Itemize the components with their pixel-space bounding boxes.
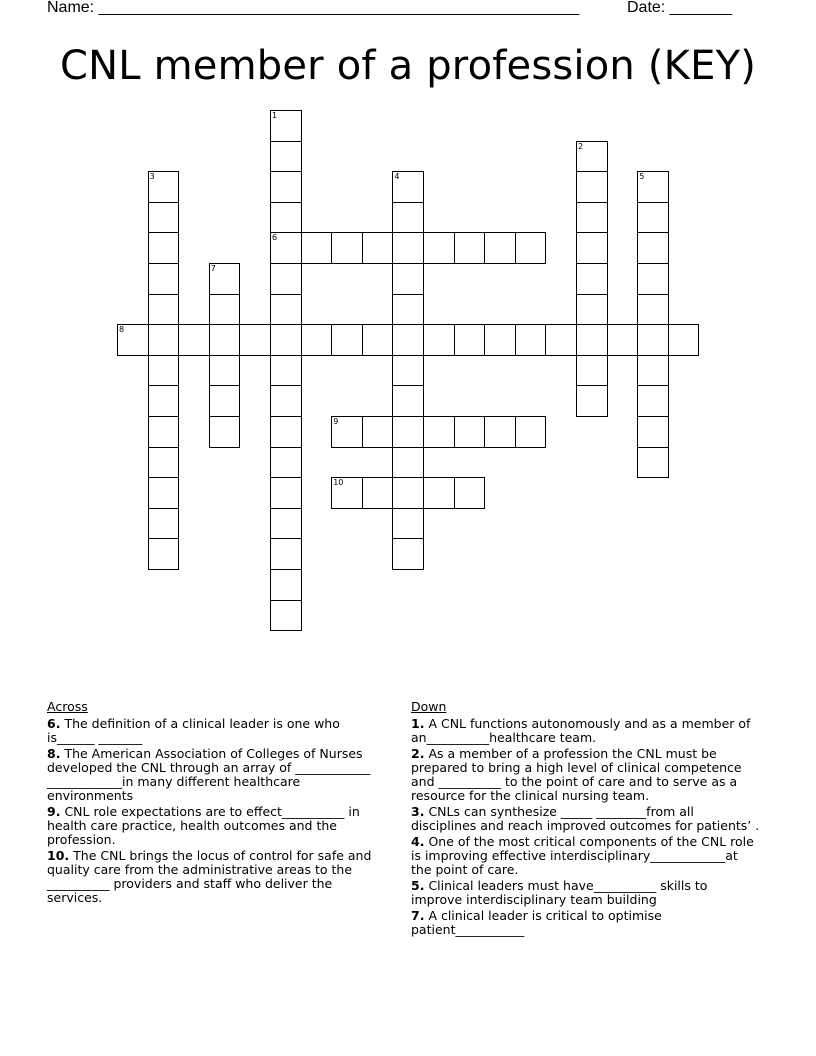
clue-text: Clinical leaders must have__________ skills to improve interdisciplinary team building bbox=[411, 878, 708, 907]
crossword-cell[interactable] bbox=[270, 569, 302, 601]
down-clue bbox=[411, 879, 761, 907]
crossword-cell[interactable] bbox=[331, 324, 363, 356]
crossword-cell[interactable] bbox=[454, 232, 486, 264]
crossword-cell[interactable] bbox=[392, 416, 424, 448]
clue-number: 7. bbox=[411, 908, 425, 923]
crossword-cell[interactable] bbox=[270, 263, 302, 295]
crossword-cell[interactable] bbox=[637, 232, 669, 264]
cell-number: 9 bbox=[333, 417, 339, 426]
crossword-cell[interactable] bbox=[301, 324, 333, 356]
crossword-cell[interactable] bbox=[270, 141, 302, 173]
clue-text: A clinical leader is critical to optimise patient___________ bbox=[411, 908, 662, 937]
crossword-cell[interactable] bbox=[270, 232, 302, 264]
crossword-cell[interactable] bbox=[209, 385, 241, 417]
crossword-cell[interactable] bbox=[392, 385, 424, 417]
crossword-cell[interactable] bbox=[637, 385, 669, 417]
crossword-cell[interactable] bbox=[301, 232, 333, 264]
across-clue bbox=[47, 849, 387, 905]
down-clue bbox=[411, 835, 761, 877]
crossword-cell[interactable] bbox=[637, 263, 669, 295]
crossword-cell[interactable] bbox=[637, 171, 669, 203]
crossword-cell[interactable] bbox=[270, 294, 302, 326]
crossword-cell[interactable] bbox=[362, 324, 394, 356]
crossword-cell[interactable] bbox=[148, 171, 180, 203]
crossword-cell[interactable] bbox=[545, 324, 577, 356]
clue-number: 9. bbox=[47, 804, 61, 819]
cell-number: 6 bbox=[272, 233, 278, 243]
crossword-cell[interactable] bbox=[270, 385, 302, 417]
clue-number: 1. bbox=[411, 716, 425, 731]
crossword-cell[interactable] bbox=[148, 202, 180, 234]
crossword-cell[interactable] bbox=[270, 600, 302, 632]
crossword-cell[interactable] bbox=[576, 263, 608, 295]
cell-number: 8 bbox=[119, 325, 125, 335]
crossword-cell[interactable] bbox=[209, 416, 241, 448]
crossword-cell[interactable] bbox=[209, 263, 241, 295]
down-heading: Down bbox=[411, 699, 447, 714]
crossword-cell[interactable] bbox=[392, 447, 424, 479]
down-clue bbox=[411, 909, 761, 937]
crossword-cell[interactable] bbox=[392, 324, 424, 356]
across-heading: Across bbox=[47, 699, 88, 714]
across-clue bbox=[47, 747, 387, 803]
crossword-cell[interactable] bbox=[270, 447, 302, 479]
crossword-cell[interactable] bbox=[515, 324, 547, 356]
crossword-cell[interactable] bbox=[423, 324, 455, 356]
down-clue bbox=[411, 717, 761, 745]
crossword-cell[interactable] bbox=[454, 477, 486, 509]
crossword-cell[interactable] bbox=[270, 171, 302, 203]
crossword-cell[interactable] bbox=[392, 294, 424, 326]
cell-number: 7 bbox=[210, 264, 216, 273]
crossword-cell[interactable] bbox=[484, 416, 516, 448]
crossword-cell[interactable] bbox=[270, 110, 302, 142]
across-clues bbox=[47, 700, 387, 907]
crossword-cell[interactable] bbox=[392, 538, 424, 570]
crossword-cell[interactable] bbox=[362, 416, 394, 448]
cell-number: 2 bbox=[578, 141, 584, 151]
crossword-cell[interactable] bbox=[576, 294, 608, 326]
crossword-cell[interactable] bbox=[148, 263, 180, 295]
crossword-cell[interactable] bbox=[392, 202, 424, 234]
clue-text: The definition of a clinical leader is one who is______ _______ bbox=[47, 716, 340, 745]
cell-number: 1 bbox=[272, 111, 278, 120]
down-clues bbox=[411, 700, 761, 939]
crossword-cell[interactable] bbox=[362, 232, 394, 264]
crossword-cell[interactable] bbox=[576, 355, 608, 387]
clue-text: CNL role expectations are to effect__________ in health care practice, health outcomes and the profession. bbox=[47, 804, 360, 847]
clue-number: 4. bbox=[411, 834, 425, 849]
crossword-cell[interactable] bbox=[270, 416, 302, 448]
crossword-cell[interactable] bbox=[576, 232, 608, 264]
crossword-cell[interactable] bbox=[148, 294, 180, 326]
crossword-cell[interactable] bbox=[423, 477, 455, 509]
crossword-cell[interactable] bbox=[423, 232, 455, 264]
clue-number: 6. bbox=[47, 716, 61, 731]
crossword-cell[interactable] bbox=[148, 355, 180, 387]
date-field: Date: _______ bbox=[627, 0, 732, 16]
crossword-cell[interactable] bbox=[392, 263, 424, 295]
crossword-cell[interactable] bbox=[270, 538, 302, 570]
across-clue bbox=[47, 805, 387, 847]
crossword-cell[interactable] bbox=[270, 477, 302, 509]
crossword-cell[interactable] bbox=[637, 355, 669, 387]
crossword-cell[interactable] bbox=[576, 202, 608, 234]
clue-text: The CNL brings the locus of control for safe and quality care from the administrative areas to the __________ providers and staff who deliver the services. bbox=[47, 848, 372, 905]
crossword-cell[interactable] bbox=[209, 294, 241, 326]
clue-number: 5. bbox=[411, 878, 425, 893]
clue-text: As a member of a profession the CNL must be prepared to bring a high level of clinical competence and __________ to the point of care and to serve as a resource for the clinical nursing team. bbox=[411, 746, 742, 803]
crossword-cell[interactable] bbox=[148, 324, 180, 356]
crossword-cell[interactable] bbox=[331, 477, 363, 509]
clue-text: One of the most critical components of the CNL role is improving effective interdisciplinary____________at the point of care. bbox=[411, 834, 754, 877]
cell-number: 3 bbox=[149, 172, 155, 182]
crossword-cell[interactable] bbox=[209, 324, 241, 356]
crossword-cell[interactable] bbox=[576, 385, 608, 417]
clue-number: 8. bbox=[47, 746, 61, 761]
crossword-cell[interactable] bbox=[239, 324, 271, 356]
down-clue bbox=[411, 747, 761, 803]
crossword-cell[interactable] bbox=[637, 202, 669, 234]
crossword-cell[interactable] bbox=[392, 171, 424, 203]
crossword-cell[interactable] bbox=[392, 477, 424, 509]
crossword-cell[interactable] bbox=[178, 324, 210, 356]
crossword-cell[interactable] bbox=[362, 477, 394, 509]
crossword-cell[interactable] bbox=[148, 416, 180, 448]
crossword-cell[interactable] bbox=[637, 294, 669, 326]
crossword-cell[interactable] bbox=[331, 416, 363, 448]
clue-number: 2. bbox=[411, 746, 425, 761]
across-clue bbox=[47, 717, 387, 745]
cell-number: 10 bbox=[333, 478, 344, 488]
crossword-cell[interactable] bbox=[148, 477, 180, 509]
crossword-cell[interactable] bbox=[484, 324, 516, 356]
clue-number: 3. bbox=[411, 804, 425, 819]
crossword-cell[interactable] bbox=[637, 416, 669, 448]
crossword-cell[interactable] bbox=[454, 416, 486, 448]
down-clue bbox=[411, 805, 761, 833]
crossword-cell[interactable] bbox=[148, 232, 180, 264]
crossword-cell[interactable] bbox=[423, 416, 455, 448]
crossword-cell[interactable] bbox=[515, 416, 547, 448]
crossword-cell[interactable] bbox=[392, 508, 424, 540]
crossword-cell[interactable] bbox=[331, 232, 363, 264]
crossword-cell[interactable] bbox=[392, 232, 424, 264]
crossword-cell[interactable] bbox=[576, 324, 608, 356]
crossword-cell[interactable] bbox=[576, 171, 608, 203]
cell-number: 4 bbox=[394, 172, 400, 182]
crossword-cell[interactable] bbox=[270, 355, 302, 387]
crossword-cell[interactable] bbox=[270, 324, 302, 356]
crossword-cell[interactable] bbox=[270, 202, 302, 234]
clue-text: The American Association of Colleges of Nurses developed the CNL through an array of ____________ ____________in many different healthcare environments bbox=[47, 746, 371, 803]
crossword-cell[interactable] bbox=[515, 232, 547, 264]
crossword-cell[interactable] bbox=[148, 385, 180, 417]
crossword-cell[interactable] bbox=[392, 355, 424, 387]
crossword-cell[interactable] bbox=[148, 447, 180, 479]
crossword-cell[interactable] bbox=[637, 324, 669, 356]
crossword-cell[interactable] bbox=[637, 447, 669, 479]
crossword-cell[interactable] bbox=[148, 538, 180, 570]
cell-number: 5 bbox=[639, 172, 645, 182]
name-field: Name: ______________________________________________________ bbox=[47, 0, 580, 16]
crossword-cell[interactable] bbox=[484, 232, 516, 264]
crossword-cell[interactable] bbox=[209, 355, 241, 387]
page-title: CNL member of a profession (KEY) bbox=[59, 43, 757, 89]
crossword-cell[interactable] bbox=[576, 141, 608, 173]
clue-text: A CNL functions autonomously and as a member of an__________healthcare team. bbox=[411, 716, 751, 745]
crossword-cell[interactable] bbox=[668, 324, 700, 356]
crossword-cell[interactable] bbox=[454, 324, 486, 356]
clue-text: CNLs can synthesize _____ ________from all disciplines and reach improved outcomes for patients’ . bbox=[411, 804, 760, 833]
crossword-cell[interactable] bbox=[117, 324, 149, 356]
crossword-cell[interactable] bbox=[148, 508, 180, 540]
crossword-cell[interactable] bbox=[607, 324, 639, 356]
clue-number: 10. bbox=[47, 848, 70, 863]
crossword-cell[interactable] bbox=[270, 508, 302, 540]
